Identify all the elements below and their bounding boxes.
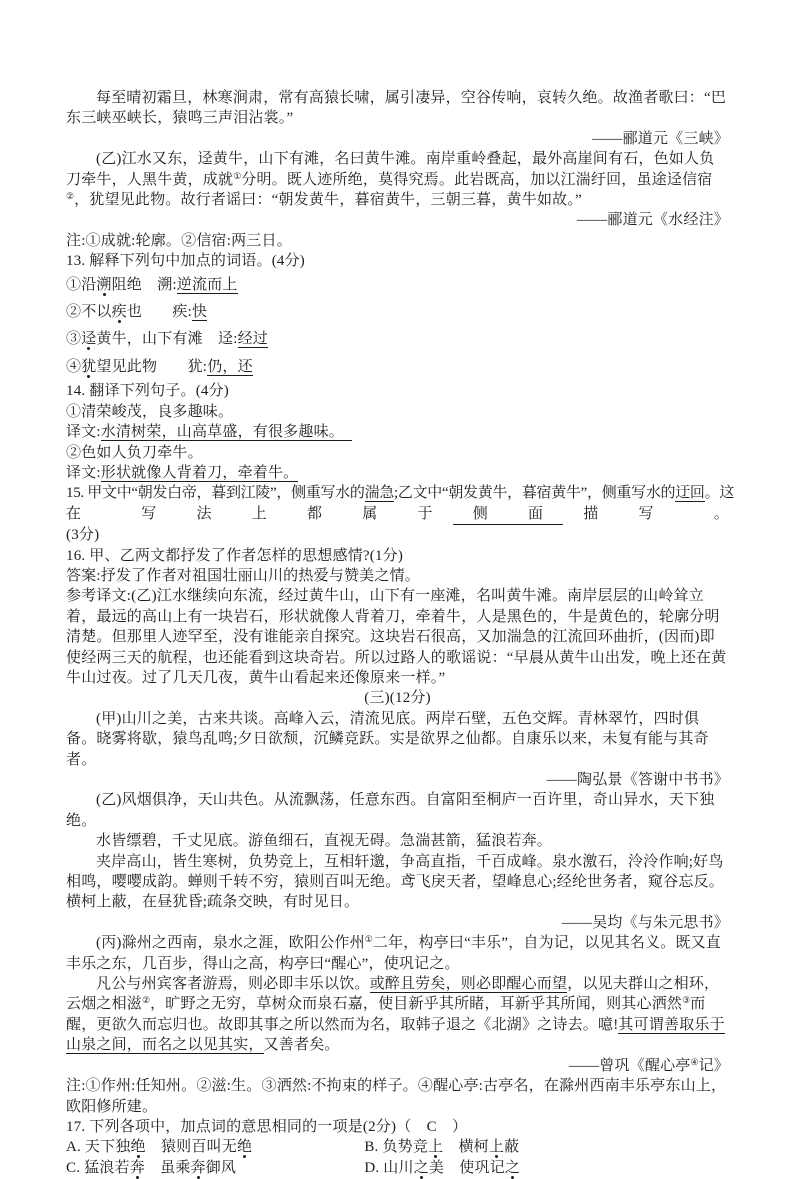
text-line xyxy=(66,525,729,545)
text-segment: 答案:抒发了作者对祖国壮丽山川的热爱与赞美之情。 xyxy=(66,567,420,584)
text-segment: 13. 解释下列句中加点的词语。(4分) xyxy=(66,253,305,270)
emphasis-dot-char: 疾 xyxy=(111,304,127,321)
spread-text-char: 。 xyxy=(713,505,729,522)
text-segment: 每至晴初霜旦，林寒涧肃，常有高猿长啸，属引凄异，空谷传响，哀转久绝。故渔者歌曰：“巴东三峡巫峡长，猿鸣三声泪沾裳。” xyxy=(66,90,727,127)
text-segment: D. 山川 xyxy=(364,1159,414,1176)
emphasis-dot-char: 奔 xyxy=(129,1159,145,1176)
text-segment: B. 负势竞 xyxy=(364,1139,429,1156)
attribution-line xyxy=(66,210,729,230)
text-line xyxy=(66,88,729,129)
text-segment: A. 天下独 xyxy=(66,1139,131,1156)
text-segment: 二年，构亭曰“丰乐”，自为记，以见其名义。既又直丰乐之东，几百步，得山之高，构亭曰“醒心”，使巩记之。 xyxy=(66,935,721,972)
text-line xyxy=(66,326,729,353)
text-segment: 。这 xyxy=(704,485,735,502)
attribution-line xyxy=(66,770,729,790)
text-line xyxy=(66,483,735,503)
underlined-answer: 迂回 xyxy=(675,485,705,502)
text-segment: C. 猛浪若 xyxy=(66,1159,130,1176)
text-line xyxy=(66,974,729,1056)
emphasis-dot-char: 上 xyxy=(488,1139,505,1156)
justified-answer-line xyxy=(66,504,729,525)
spread-text-char: 法 xyxy=(196,505,212,522)
text-line xyxy=(66,852,729,913)
text-segment: 16. 甲、乙两文都抒发了作者怎样的思想感情?(1分) xyxy=(66,547,404,564)
text-segment: (3分) xyxy=(66,527,100,544)
text-segment: (丙)滁州之西南，泉水之涯，欧阳公作州 xyxy=(96,935,365,952)
text-segment: 虽乘 xyxy=(144,1159,191,1176)
emphasis-dot-char: 绝 xyxy=(236,1139,253,1156)
spread-text-char: 在 xyxy=(66,505,82,522)
text-segment: 美 使巩记 xyxy=(428,1159,505,1176)
emphasis-dot-char: 之 xyxy=(413,1159,429,1176)
note-reference-superscript: ④ xyxy=(690,1056,699,1067)
note-reference-superscript: ② xyxy=(142,995,151,1006)
text-segment: (三)(12分) xyxy=(364,690,431,707)
underlined-answer: 经过 xyxy=(237,331,268,348)
text-segment: 记》 xyxy=(698,1057,729,1074)
text-segment: 注:①作州:任知州。②滋:生。③洒然:不拘束的样子。④醒心亭:古亭名，在滁州西南丰乐亭东山上，欧阳修所建。 xyxy=(66,1078,727,1115)
underlined-answer: 仍，还 xyxy=(207,358,253,375)
text-segment: 也 疾: xyxy=(126,304,192,321)
underlined-answer: 逆流而上 xyxy=(176,276,238,293)
text-line xyxy=(66,149,729,210)
note-reference-superscript: ③ xyxy=(682,995,691,1006)
text-line xyxy=(66,381,729,401)
text-line xyxy=(66,463,729,483)
text-segment: 参考译文:(乙)江水继续向东流，经过黄牛山，山下有一座滩，名叫黄牛滩。南岸层层的山岭耸立着，最远的高山上有一块岩石，形状就像人背着刀，牵着牛，人是黑色的，牛是黄色的，轮廓分明清楚。但那里人迹罕至，没有谁能亲自探究。这块岩石很高，又加湍急的江流回环曲折，(因而)即使经两三天的航程，也还能看到这块奇岩。所以过路人的歌谣说：“早晨从黄牛山出发，晚上还在黄牛山过夜。过了几天几夜，黄牛山看起来还像原来一样。” xyxy=(66,588,727,686)
text-segment: ①沿 xyxy=(66,276,97,293)
underlined-answer-char: 侧 xyxy=(453,504,508,525)
text-segment: ②色如人负刀牵牛。 xyxy=(66,444,203,461)
text-segment: ④ xyxy=(66,358,82,375)
emphasis-dot-char: 迳 xyxy=(81,331,97,348)
text-segment: 横柯 xyxy=(443,1139,489,1156)
underlined-answer: 水清树荣，山高草盛，有很多趣味。 xyxy=(100,424,352,441)
text-line xyxy=(66,1117,729,1137)
underlined-answer: 形状就像人背着刀，牵着牛。 xyxy=(100,464,299,481)
text-segment: 14. 翻译下列句子。(4分) xyxy=(66,383,229,400)
text-segment: 阻绝 溯: xyxy=(111,276,177,293)
text-segment: 蔽 xyxy=(504,1139,520,1156)
text-segment: ;乙文中“朝发黄牛，暮宿黄牛”，侧重写水的 xyxy=(394,485,676,502)
text-segment: 夹岸高山，皆生寒树，负势竞上，互相轩邈，争高直指，千百成峰。泉水激石，泠泠作响;好鸟相鸣，嘤嘤成韵。蝉则千转不穷，猿则百叫无绝。鸢飞戾天者，望峰息心;经纶世务者，窥谷忘反。横柯上蔽，在昼犹昏;疏条交映，有时见日。 xyxy=(66,853,724,911)
text-segment: ，犹望见此物。故行者谣曰：“朝发黄牛，暮宿黄牛，三朝三暮，黄牛如故。” xyxy=(74,192,582,209)
text-line xyxy=(66,443,729,463)
note-reference-superscript: ① xyxy=(233,170,242,181)
underlined-answer: 或醉且劳矣，则必即醒心而望 xyxy=(369,976,568,993)
text-line xyxy=(66,933,729,974)
text-line xyxy=(66,354,729,381)
text-segment: ——曾巩《醒心亭 xyxy=(568,1057,691,1074)
text-line xyxy=(66,546,729,566)
underlined-answer: 其可谓善取乐于山泉之间，而名之以见其实， xyxy=(66,1016,725,1054)
emphasis-dot-char: 奔 xyxy=(190,1159,206,1176)
text-segment: (甲)山川之美，古来共谈。高峰入云，清流见底。两岸石壁，五色交辉。青林翠竹，四时俱备。晓雾将歇，猿鸟乱鸣;夕日欲颓，沉鳞竞跃。实是欲界之仙都。自康乐以来，未复有能与其奇者。 xyxy=(66,710,709,768)
emphasis-dot-char: 溯 xyxy=(96,276,112,293)
text-segment: 御风 xyxy=(205,1159,237,1176)
text-segment: 凡公与州宾客者游焉，则必即丰乐以饮。 xyxy=(96,976,370,993)
text-line xyxy=(66,272,729,299)
text-segment: ①清荣峻茂，良多趣味。 xyxy=(66,403,234,420)
spread-text-char: 都 xyxy=(307,505,323,522)
text-segment: ②不以 xyxy=(66,304,112,321)
underlined-answer-char: 面 xyxy=(508,504,563,525)
note-reference-superscript: ① xyxy=(364,934,373,945)
spread-text-char: 属 xyxy=(362,505,378,522)
text-segment: 译文: xyxy=(66,424,101,441)
text-line xyxy=(66,231,729,251)
text-segment: ，旷野之无穷，草树众而泉石嘉，使目新乎其所睹，耳新乎其所闻，则其心洒然 xyxy=(150,996,683,1013)
text-segment: 15. 甲文中“朝发白帝，暮到江陵”，侧重写水的 xyxy=(66,485,365,502)
options-row xyxy=(66,1158,729,1178)
text-line xyxy=(66,1076,729,1117)
text-segment: 译文: xyxy=(66,464,101,481)
emphasis-dot-char: 上 xyxy=(428,1139,444,1156)
option-cell xyxy=(66,1158,364,1178)
options-row xyxy=(66,1137,729,1157)
option-cell xyxy=(364,1137,729,1157)
text-segment: 黄牛，山下有滩 迳: xyxy=(96,331,238,348)
emphasis-dot-char: 之 xyxy=(504,1159,521,1176)
section-heading xyxy=(66,688,729,708)
text-line xyxy=(66,586,729,688)
text-segment: 而醒，更欲久而忘归也。故即其事之所以然而为名，取韩子退之《北湖》之诗去。噫! xyxy=(66,996,706,1033)
text-line xyxy=(66,790,729,831)
note-reference-superscript: ② xyxy=(66,191,75,202)
option-cell xyxy=(364,1158,729,1178)
spread-text-char: 写 xyxy=(141,505,157,522)
text-segment: (乙)江水又东，迳黄牛，山下有滩，名曰黄牛滩。南岸重岭叠起，最外高崖间有石，色如人负刀牵牛，人黑牛黄，成就 xyxy=(66,151,715,188)
text-line xyxy=(66,566,729,586)
text-segment: 猿则百叫无 xyxy=(145,1139,237,1156)
spread-text-char: 写 xyxy=(638,505,654,522)
text-segment: 水皆缥碧，千丈见底。游鱼细石，直视无碍。急湍甚箭，猛浪若奔。 xyxy=(96,833,553,850)
text-segment: 分明。既人迹所绝，莫得究焉。此岩既高，加以江湍纡回，虽途迳信宿 xyxy=(241,171,713,188)
option-cell xyxy=(66,1137,364,1157)
text-segment: ——陶弘景《答谢中书书》 xyxy=(546,772,729,788)
text-segment: ——郦道元《三峡》 xyxy=(592,130,729,147)
attribution-line xyxy=(66,1056,729,1076)
text-segment: ——吴均《与朱元思书》 xyxy=(561,914,729,931)
attribution-line xyxy=(66,129,729,149)
emphasis-dot-char: 犹 xyxy=(81,358,97,375)
spread-text-char: 描 xyxy=(583,505,599,522)
text-segment: 注:①成就:轮廓。②信宿:两三日。 xyxy=(66,232,292,249)
underlined-answer: 湍急 xyxy=(364,485,395,502)
text-line xyxy=(66,251,729,271)
text-line xyxy=(66,422,729,442)
text-line xyxy=(66,402,729,422)
document-body xyxy=(66,88,735,1178)
spread-text-char: 于 xyxy=(417,505,433,522)
attribution-line xyxy=(66,913,729,933)
text-segment: 又善者矣。 xyxy=(263,1037,340,1054)
text-segment: 望见此物 犹: xyxy=(96,358,208,375)
spread-text-char: 上 xyxy=(251,505,267,522)
underlined-answer: 快 xyxy=(191,304,208,321)
text-line xyxy=(66,299,729,326)
text-segment: ——郦道元《水经注》 xyxy=(576,212,729,229)
text-segment: ，以见夫群山之相环，云烟之相滋 xyxy=(66,976,720,1013)
text-segment: ③ xyxy=(66,331,82,348)
emphasis-dot-char: 绝 xyxy=(130,1139,146,1156)
text-line xyxy=(66,709,729,770)
text-line xyxy=(66,831,729,851)
text-segment: (乙)风烟俱净，天山共色。从流飘荡，任意东西。自富阳至桐庐一百许里，奇山异水，天下独绝。 xyxy=(66,792,715,829)
text-segment: 17. 下列各项中，加点词的意思相同的一项是(2分)（ C ） xyxy=(66,1118,468,1135)
